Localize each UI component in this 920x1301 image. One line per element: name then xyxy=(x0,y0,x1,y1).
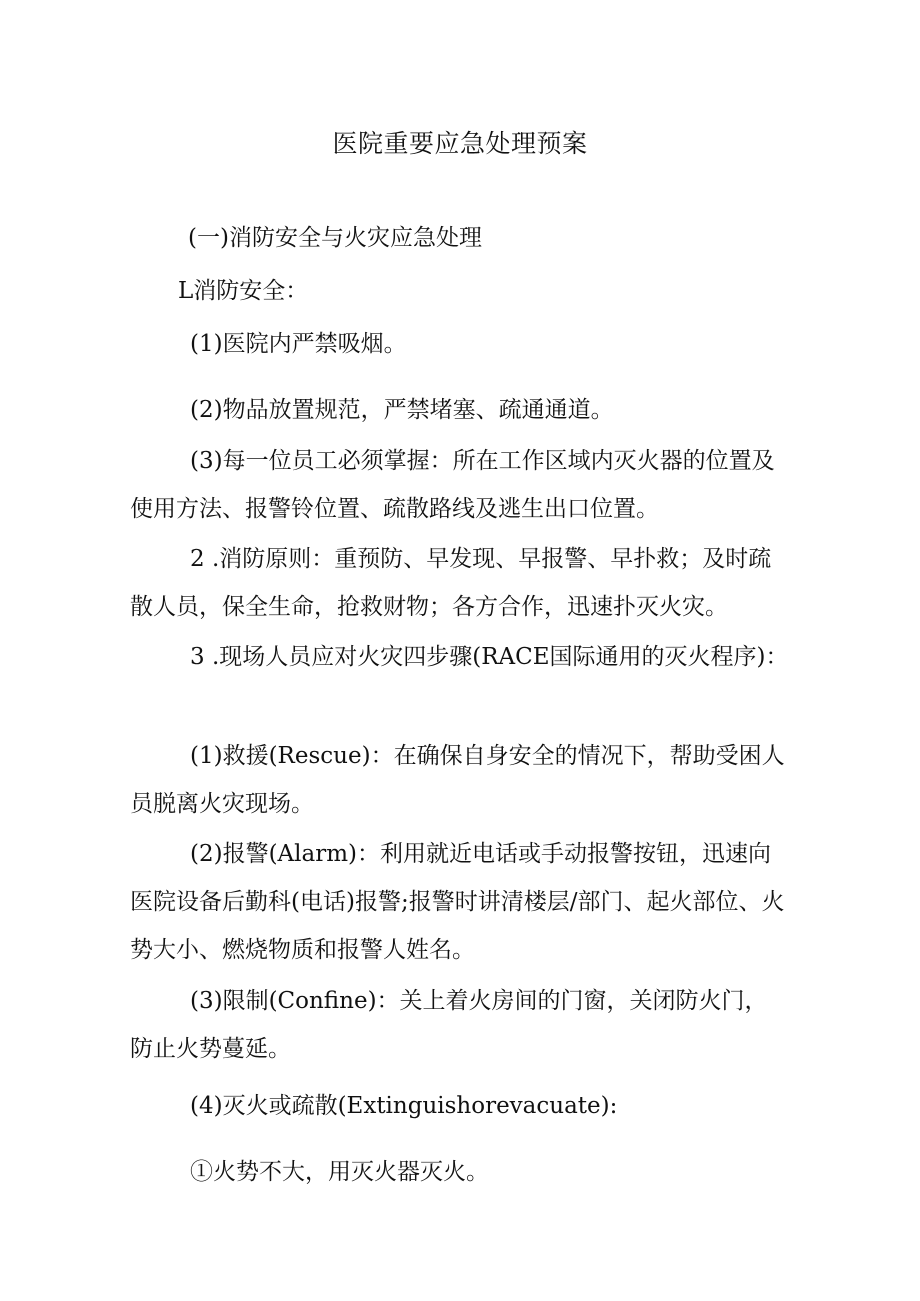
step-1: (1)救援(Rescue)：在确保自身安全的情况下，帮助受困人员脱离火灾现场。 xyxy=(130,743,785,817)
document-title: 医院重要应急处理预案 xyxy=(332,129,588,158)
section-heading: (一)消防安全与火灾应急处理 xyxy=(188,225,482,251)
step-4: (4)灭火或疏散(Extinguishorevacuate): xyxy=(190,1093,618,1119)
step-3: (3)限制(Confine)：关上着火房间的门窗，关闭防火门，防止火势蔓延。 xyxy=(130,988,768,1062)
item-2: 2 .消防原则：重预防、早发现、早报警、早扑救；及时疏散人员，保全生命，抢救财物；各方合作，迅速扑灭火灾。 xyxy=(130,546,772,620)
item-1-heading: L消防安全： xyxy=(178,278,309,304)
step-2: (2)报警(Alarm)：利用就近电话或手动报警按钮，迅速向医院设备后勤科(电话)报警;报警时讲清楼层/部门、起火部位、火势大小、燃烧物质和报警人姓名。 xyxy=(130,841,785,963)
rule-1: (1)医院内严禁吸烟。 xyxy=(190,331,407,357)
item-3: 3 .现场人员应对火灾四步骤(RACE国际通用的灭火程序)： xyxy=(190,644,789,670)
rule-3: (3)每一位员工必须掌握：所在工作区域内灭火器的位置及使用方法、报警铃位置、疏散路线及逃生出口位置。 xyxy=(130,448,775,522)
rule-2: (2)物品放置规范，严禁堵塞、疏通通道。 xyxy=(190,397,614,423)
step-4-sub-1: ①火势不大，用灭火器灭火。 xyxy=(190,1159,489,1185)
